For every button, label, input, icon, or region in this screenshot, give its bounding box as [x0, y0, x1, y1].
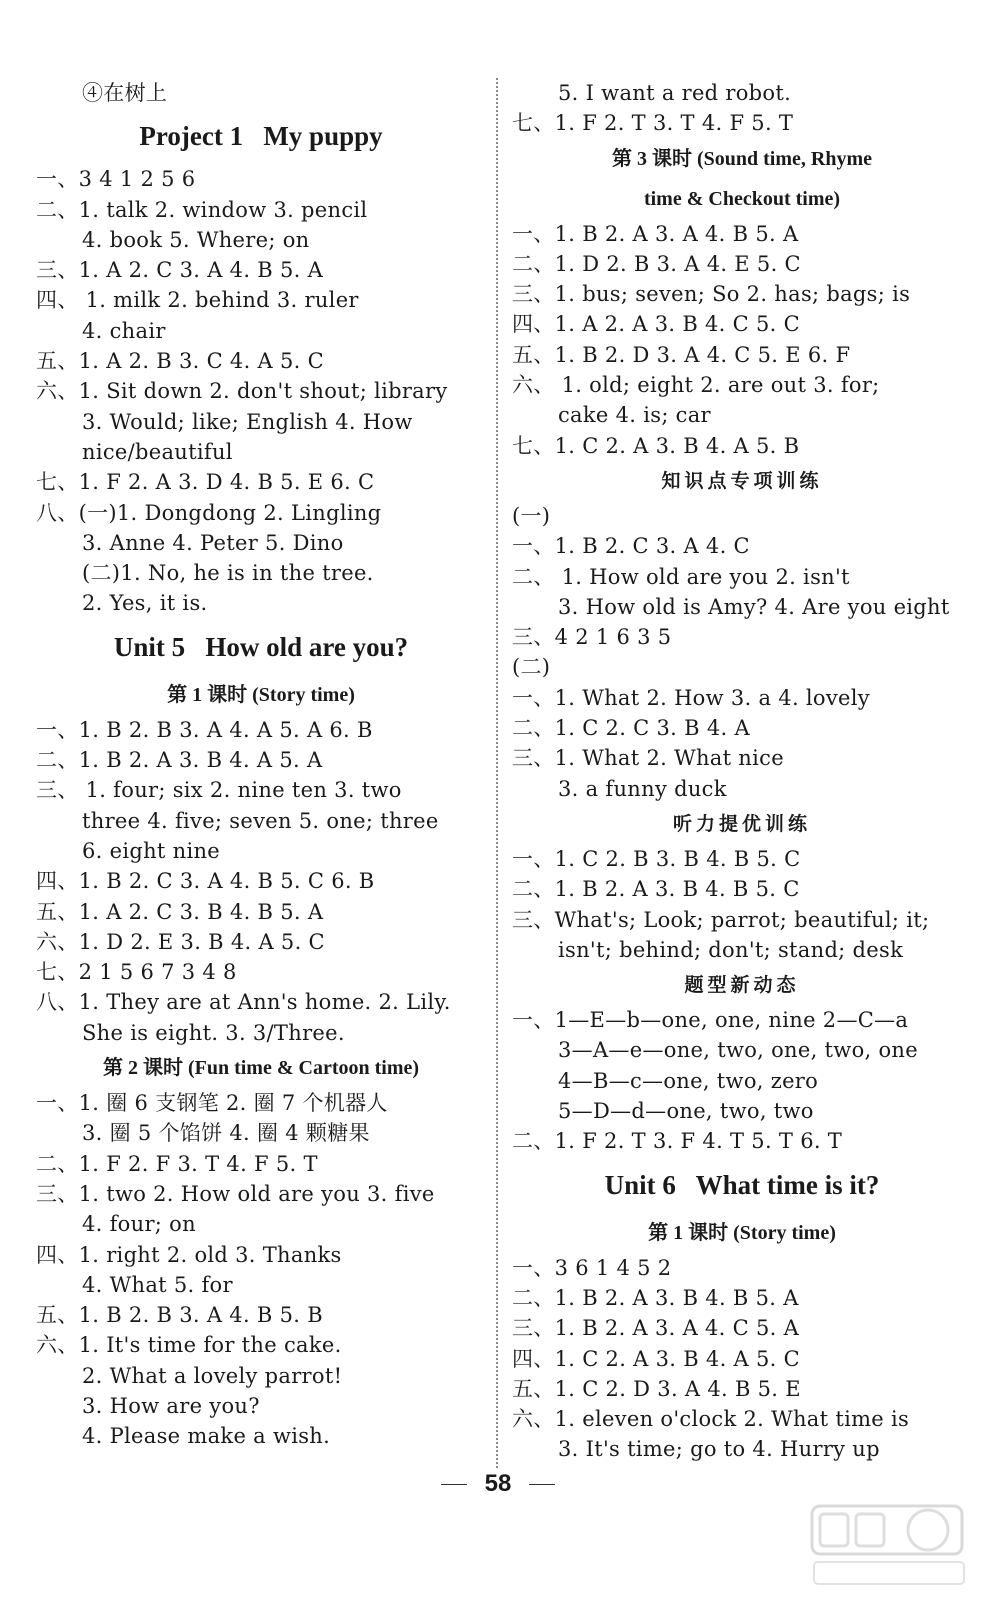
watermark-logo — [808, 1500, 978, 1590]
answer-line: 七、2 1 5 6 7 3 4 8 — [36, 960, 237, 985]
column-divider — [496, 78, 498, 1468]
answer-line: 八、(一)1. Dongdong 2. Lingling — [36, 500, 382, 525]
answer-line: three 4. five; seven 5. one; three — [82, 808, 439, 833]
section-heading: 听力提优训练 — [672, 812, 811, 835]
answer-line: 一、3 6 1 4 5 2 — [512, 1255, 672, 1280]
answer-line: 3. Anne 4. Peter 5. Dino — [82, 530, 344, 555]
answer-line: 七、1. F 2. T 3. T 4. F 5. T — [512, 111, 794, 136]
lesson-heading: time & Checkout time) — [643, 187, 841, 210]
answer-line: 一、1. B 2. A 3. A 4. B 5. A — [512, 221, 799, 246]
answer-line: 二、1. B 2. A 3. B 4. B 5. A — [512, 1285, 799, 1310]
answer-line: 五、1. B 2. B 3. A 4. B 5. B — [36, 1303, 323, 1328]
answer-line: 七、1. F 2. A 3. D 4. B 5. E 6. C — [36, 470, 375, 495]
lesson-heading: 第 2 课时 (Fun time & Cartoon time) — [102, 1057, 420, 1080]
right-column — [512, 78, 972, 1465]
answer-line: 4. book 5. Where; on — [82, 227, 310, 252]
answer-line: 3. 圈 5 个馅饼 4. 圈 4 颗糖果 — [82, 1121, 370, 1146]
footer-dash-left — [441, 1484, 467, 1485]
answer-line: 四、1. C 2. A 3. B 4. A 5. C — [512, 1346, 800, 1371]
section-heading: 知识点专项训练 — [661, 469, 823, 492]
unit-title: Unit 5 How old are you? — [113, 631, 409, 662]
answer-line: 3. How old is Amy? 4. Are you eight — [558, 594, 950, 619]
answer-line: 三、1. A 2. C 3. A 4. B 5. A — [36, 258, 324, 283]
answer-line: 四、1. A 2. A 3. B 4. C 5. C — [512, 312, 800, 337]
answer-line: nice/beautiful — [82, 439, 233, 464]
answer-line: 4. What 5. for — [82, 1272, 233, 1297]
answer-line: 二、1. C 2. C 3. B 4. A — [512, 716, 750, 741]
answer-line: 4. chair — [82, 318, 166, 343]
answer-line: 4—B—c—one, two, zero — [558, 1068, 819, 1093]
answer-line: 6. eight nine — [82, 838, 221, 863]
answer-line: 五、1. B 2. D 3. A 4. C 5. E 6. F — [512, 342, 851, 367]
answer-line: isn't; behind; don't; stand; desk — [558, 937, 904, 962]
section-heading: 题型新动态 — [684, 974, 800, 997]
answer-line: 5. I want a red robot. — [558, 81, 792, 105]
answer-line: 六、1. It's time for the cake. — [36, 1333, 342, 1358]
answer-line: 3. How are you? — [82, 1393, 260, 1418]
answer-line: 3. Would; like; English 4. How — [82, 409, 413, 434]
answer-line: 六、 1. old; eight 2. are out 3. for; — [512, 373, 880, 398]
answer-line: 2. What a lovely parrot! — [82, 1363, 343, 1388]
answer-line: (二)1. No, he is in the tree. — [82, 561, 374, 586]
answer-line: 二、1. F 2. T 3. F 4. T 5. T 6. T — [512, 1129, 843, 1154]
answer-line: cake 4. is; car — [558, 403, 711, 428]
answer-line: 二、1. B 2. A 3. B 4. A 5. A — [36, 748, 323, 773]
answer-line: 四、1. B 2. C 3. A 4. B 5. C 6. B — [36, 869, 375, 894]
answer-line: 一、3 4 1 2 5 6 — [36, 167, 196, 192]
answer-line: 二、1. talk 2. window 3. pencil — [36, 197, 368, 222]
answer-line: 三、1. bus; seven; So 2. has; bags; is — [512, 282, 911, 307]
answer-line: 3. a funny duck — [558, 776, 727, 801]
answer-line: 2. Yes, it is. — [82, 591, 208, 616]
answer-line: 五、1. A 2. B 3. C 4. A 5. C — [36, 349, 324, 374]
answer-line: 3—A—e—one, two, one, two, one — [558, 1038, 918, 1063]
footer-dash-right — [529, 1484, 555, 1485]
answer-line: 七、1. C 2. A 3. B 4. A 5. B — [512, 433, 800, 458]
answer-line: 三、1. B 2. A 3. A 4. C 5. A — [512, 1316, 800, 1341]
unit-title: Project 1 My puppy — [139, 121, 383, 152]
answer-line: 四、 1. milk 2. behind 3. ruler — [36, 288, 359, 313]
answer-line: 三、 1. four; six 2. nine ten 3. two — [36, 778, 402, 803]
answer-line: 二、 1. How old are you 2. isn't — [512, 564, 850, 589]
answer-line: 六、1. Sit down 2. don't shout; library — [36, 379, 448, 404]
page-footer — [0, 1470, 996, 1498]
lesson-heading: 第 3 课时 (Sound time, Rhyme — [611, 147, 872, 170]
answer-line: (二) — [512, 655, 551, 680]
answer-line: She is eight. 3. 3/Three. — [82, 1020, 345, 1045]
answer-line: 二、1. F 2. F 3. T 4. F 5. T — [36, 1151, 318, 1176]
answer-line: 八、1. They are at Ann's home. 2. Lily. — [36, 990, 451, 1015]
answer-line: 三、1. two 2. How old are you 3. five — [36, 1181, 435, 1206]
answer-line: 三、4 2 1 6 3 5 — [512, 625, 672, 650]
answer-line: 4. four; on — [82, 1212, 196, 1237]
answer-line: 五、1. A 2. C 3. B 4. B 5. A — [36, 899, 324, 924]
answer-line: 5—D—d—one, two, two — [558, 1099, 814, 1124]
answer-line: (一) — [512, 503, 551, 528]
answer-line: 一、1. 圈 6 支钢笔 2. 圈 7 个机器人 — [36, 1091, 388, 1116]
answer-line: 3. It's time; go to 4. Hurry up — [558, 1437, 880, 1462]
answer-line: 4. Please make a wish. — [82, 1424, 331, 1449]
answer-line: 一、1. What 2. How 3. a 4. lovely — [512, 685, 870, 710]
lesson-heading: 第 1 课时 (Story time) — [167, 683, 355, 706]
answer-line: 一、1. C 2. B 3. B 4. B 5. C — [512, 846, 801, 871]
answer-line: ④在树上 — [82, 81, 168, 105]
unit-title: Unit 6 What time is it? — [604, 1169, 880, 1200]
answer-line: 一、1—E—b—one, one, nine 2—C—a — [512, 1008, 909, 1033]
answer-line: 三、What's; Look; parrot; beautiful; it; — [512, 907, 930, 932]
page-number: 58 — [484, 1470, 512, 1497]
answer-line: 一、1. B 2. B 3. A 4. A 5. A 6. B — [36, 717, 373, 742]
answer-line: 二、1. D 2. B 3. A 4. E 5. C — [512, 251, 801, 276]
answer-line: 四、1. right 2. old 3. Thanks — [36, 1242, 342, 1267]
answer-line: 五、1. C 2. D 3. A 4. B 5. E — [512, 1376, 801, 1401]
answer-line: 三、1. What 2. What nice — [512, 746, 784, 771]
answer-line: 六、1. eleven o'clock 2. What time is — [512, 1407, 910, 1432]
left-column — [36, 78, 486, 1452]
answer-line: 六、1. D 2. E 3. B 4. A 5. C — [36, 929, 325, 954]
answer-line: 一、1. B 2. C 3. A 4. C — [512, 534, 750, 559]
answer-line: 二、1. B 2. A 3. B 4. B 5. C — [512, 877, 800, 902]
lesson-heading: 第 1 课时 (Story time) — [648, 1221, 836, 1244]
